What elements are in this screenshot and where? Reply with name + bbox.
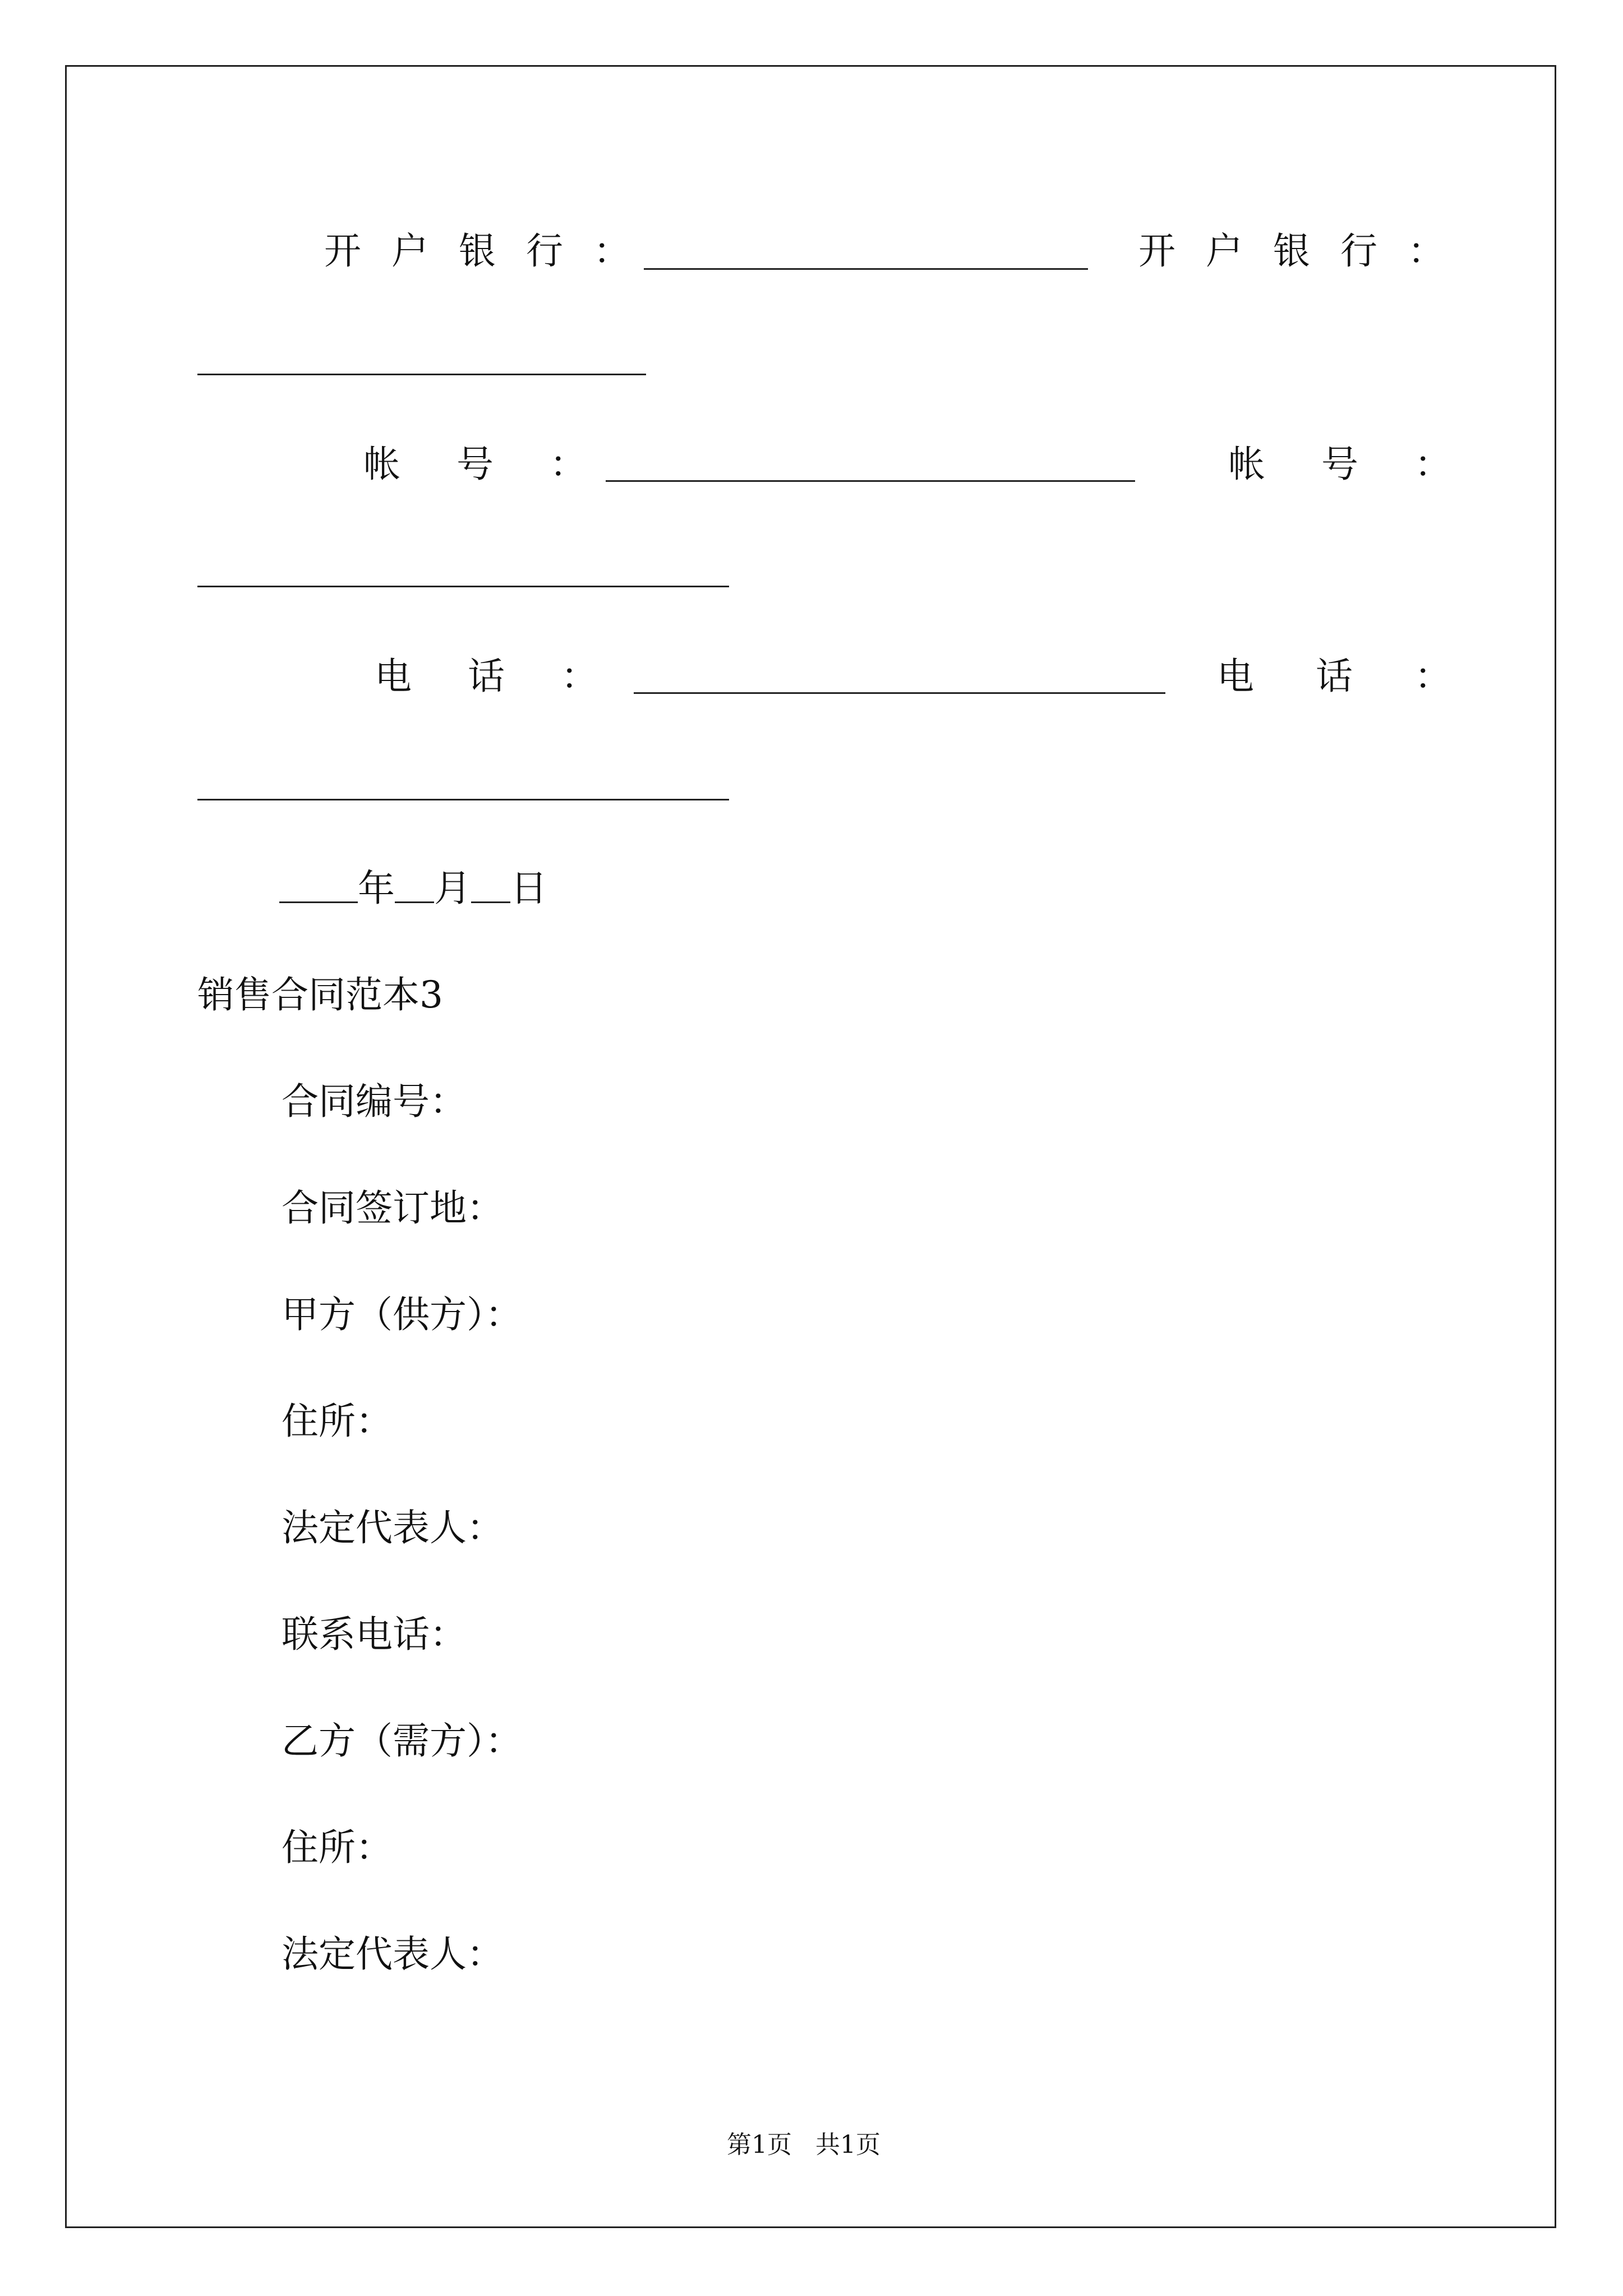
phone-label-right: [1217, 654, 1451, 699]
field-contract-number: 合同编号：: [282, 1080, 467, 1123]
page-current: 第1页: [727, 2131, 792, 2159]
char: 电: [375, 655, 412, 698]
char: 户: [391, 229, 428, 273]
month-blank[interactable]: [395, 897, 434, 903]
bank-label-right: [1138, 229, 1445, 274]
phone-label-left: [375, 654, 598, 699]
field-party-a: 甲方（供方）：: [282, 1293, 522, 1336]
field-legal-rep-b: 法定代表人：: [282, 1932, 504, 1976]
field-address-b: 住所：: [282, 1826, 393, 1869]
char: ：: [561, 655, 598, 698]
char: 银: [459, 229, 496, 273]
char: ：: [550, 443, 587, 486]
field-legal-rep-a: 法定代表人：: [282, 1506, 504, 1549]
account-label-right: [1228, 442, 1451, 487]
day-label: 日: [510, 867, 547, 910]
bank-blank-right[interactable]: [197, 374, 646, 375]
account-label-left: [363, 442, 587, 487]
char: 户: [1206, 229, 1243, 273]
account-blank-right[interactable]: [197, 586, 729, 587]
char: ：: [1414, 443, 1451, 486]
char: ：: [593, 229, 630, 273]
field-address-a: 住所：: [282, 1400, 393, 1443]
bank-label-left: [324, 229, 630, 274]
day-blank[interactable]: [471, 897, 510, 903]
char: 帐: [363, 443, 400, 486]
field-party-b: 乙方（需方）：: [282, 1719, 522, 1763]
field-signing-place: 合同签订地：: [282, 1186, 504, 1230]
char: 话: [468, 655, 505, 698]
section-title: 销售合同范本3: [197, 973, 443, 1016]
char: 开: [1138, 229, 1175, 273]
char: 号: [457, 443, 494, 486]
char: 电: [1217, 655, 1254, 698]
month-label: 月: [434, 867, 471, 910]
account-blank-left[interactable]: [606, 480, 1135, 482]
phone-blank-right[interactable]: [197, 799, 729, 800]
page-border: [65, 65, 1556, 2228]
char: 行: [526, 229, 563, 273]
char: ：: [1414, 655, 1451, 698]
char: 开: [324, 229, 361, 273]
char: 行: [1340, 229, 1377, 273]
field-contact-phone: 联系电话：: [282, 1613, 467, 1656]
char: ：: [1408, 229, 1445, 273]
char: 银: [1273, 229, 1310, 273]
phone-blank-left[interactable]: [634, 692, 1165, 694]
page-footer: [727, 2129, 880, 2161]
year-blank[interactable]: [279, 897, 358, 903]
char: 号: [1321, 443, 1358, 486]
char: 帐: [1228, 443, 1265, 486]
year-label: 年: [358, 867, 395, 910]
page-total: 共1页: [815, 2131, 880, 2159]
bank-blank-left[interactable]: [644, 268, 1088, 270]
char: 话: [1316, 655, 1353, 698]
date-line: [279, 866, 547, 911]
